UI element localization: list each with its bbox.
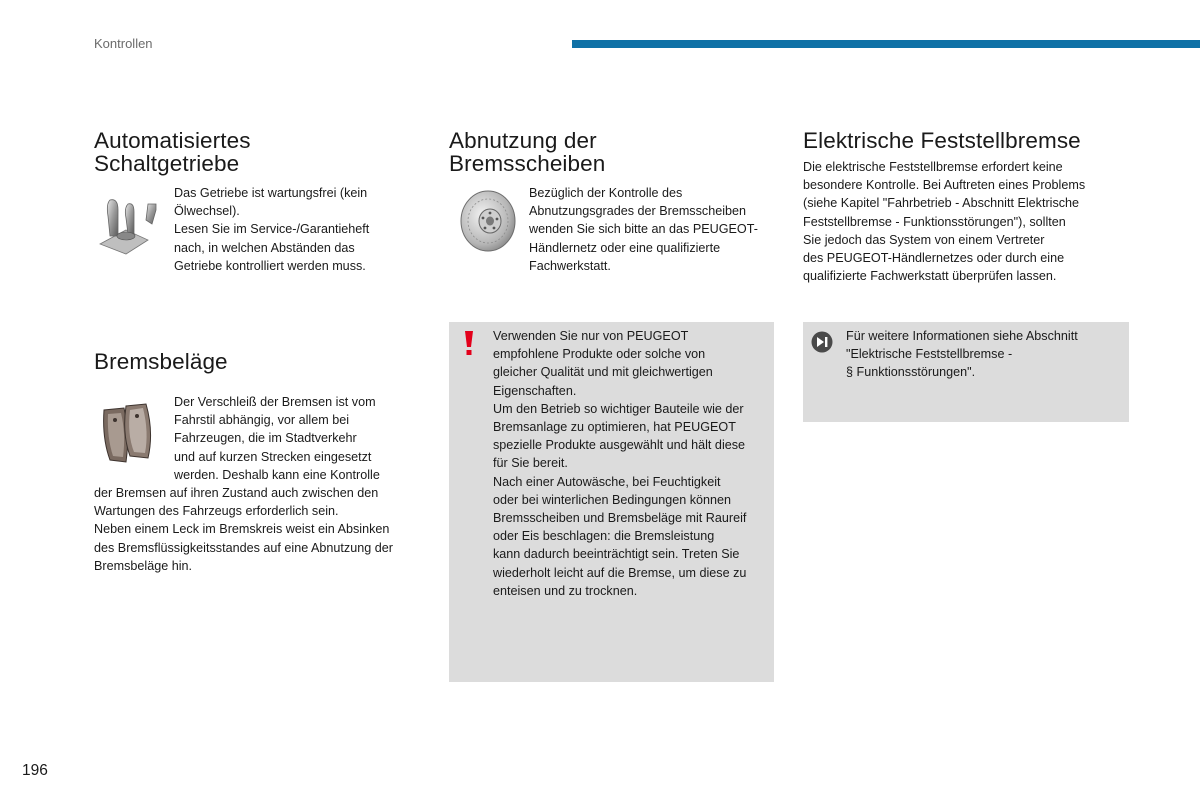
gearbox-image [96,190,164,256]
brake-pads-image [96,398,160,468]
parking-brake-text: Die elektrische Feststellbremse erfordert keine besondere Kontrolle. Bei Auftreten eines Problems (siehe Kapitel "Fahrbetrieb - Abschnitt Elektrische Feststellbremse - Funktionsstörungen"), sollten Sie jedoch das System von einem Vertreter des PEUGEOT-Händlernetzes oder durch eine qualifizierte Fachwerkstatt überprüfen lassen. [803,160,1086,284]
discs-text: Bezüglich der Kontrolle des Abnutzungsgrades der Bremsscheiben wenden Sie sich bitte an das PEUGEOT- Händlernetz oder eine qualifizierte Fachwerkstatt. [529,186,758,273]
exclamation-icon [461,330,477,356]
gearbox-text: Das Getriebe ist wartungsfrei (kein Ölwechsel). Lesen Sie im Service-/Garantieheft nach, in welchen Abständen das Getriebe kontrolliert werden muss. [174,186,370,273]
gearbox-title: Automatisiertes Schaltgetriebe [94,128,251,176]
discs-title: Abnutzung der Bremsscheiben [449,128,606,176]
info-box [803,322,1129,422]
pads-title: Bremsbeläge [94,349,228,374]
parking-brake-title: Elektrische Feststellbremse [803,128,1081,153]
pads-text-indented: Der Verschleiß der Bremsen ist vom Fahrstil abhängig, vor allem bei Fahrzeugen, die im Stadtverkehr und auf kurzen Strecken eingesetzt werden. Deshalb kann eine Kontrolle [174,395,380,482]
pads-text-full: der Bremsen auf ihren Zustand auch zwischen den Wartungen des Fahrzeugs erforderlich sein. Neben einem Leck im Bremskreis weist ein Absinken des Bremsflüssigkeitsstandes auf eine Abnutzung der Bremsbeläge hin. [94,486,393,573]
section-label: Kontrollen [94,36,153,51]
info-text: Für weitere Informationen siehe Abschnitt "Elektrische Feststellbremse - § Funktionsstörungen". [846,329,1078,380]
skip-forward-icon [811,331,833,353]
warning-box [449,322,774,682]
warning-text: Verwenden Sie nur von PEUGEOT empfohlene Produkte oder solche von gleicher Qualität und mit gleichwertigen Eigenschaften. Um den Betrieb so wichtiger Bauteile wie der Bremsanlage zu optimieren, hat PEUGEOT spezielle Produkte ausgewählt und hält diese für Sie bereit. Nach einer Autowäsche, bei Feuchtigkeit oder bei winterlichen Bedingungen können Bremsscheiben und Bremsbeläge mit Raureif oder Eis beschlagen: die Bremsleistung kann dadurch beeinträchtigt sein. Treten Sie wiederholt leicht auf die Bremse, um diese zu enteisen und zu trocknen. [493,329,747,598]
page-number: 196 [22,762,48,779]
header-accent-bar [572,40,1200,48]
brake-disc-image [455,188,521,254]
